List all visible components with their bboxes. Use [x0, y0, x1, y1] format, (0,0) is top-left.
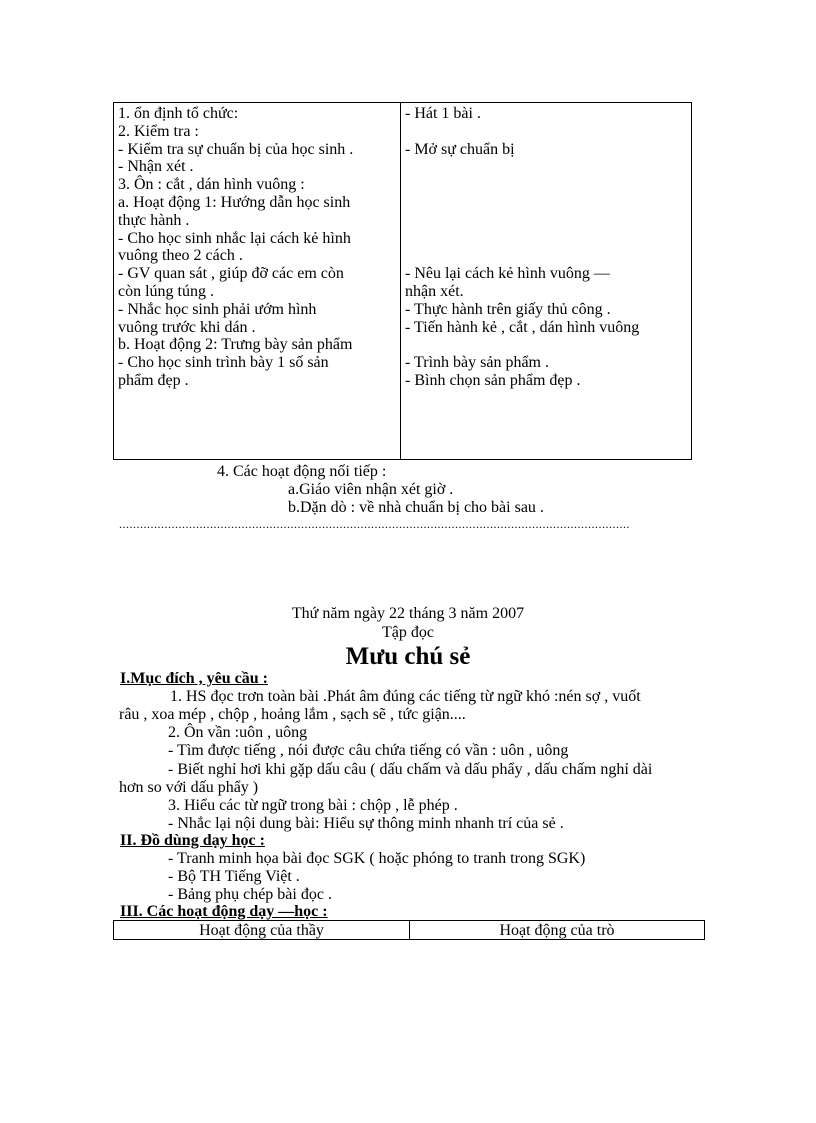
- section-heading-activities: III. Các hoạt động dạy —học :: [120, 903, 328, 920]
- material-line: - Bộ TH Tiếng Việt .: [168, 868, 300, 885]
- material-line: - Tranh minh họa bài đọc SGK ( hoặc phóng to tranh trong SGK): [168, 850, 586, 867]
- section-heading-goals: I.Mục đích , yêu cầu :: [120, 670, 268, 687]
- goal-line: 2. Ôn vần :uôn , uông: [168, 724, 308, 741]
- teacher-line: - Nhận xét .: [118, 158, 194, 176]
- dotted-divider: ..................................................................................................................................................: [119, 517, 630, 531]
- student-line: - Nêu lại cách kẻ hình vuông —: [405, 265, 610, 283]
- teacher-line: 3. Ôn : cắt , dán hình vuông :: [118, 176, 305, 194]
- followup-title: 4. Các hoạt động nối tiếp :: [217, 463, 387, 480]
- activities-header-table: [113, 920, 705, 940]
- teacher-line: - GV quan sát , giúp đỡ các em còn: [118, 265, 344, 283]
- student-line: - Trình bày sản phẩm .: [405, 354, 549, 372]
- teacher-activity-column: [114, 103, 401, 459]
- goal-line: 1. HS đọc trơn toàn bài .Phát âm đúng các tiếng từ ngữ khó :nén sợ , vuốt: [170, 688, 641, 705]
- goal-line: - Biết nghỉ hơi khi gặp dấu câu ( dấu chấm và dấu phẩy , dấu chấm nghỉ dài: [168, 761, 653, 778]
- teacher-line: thực hành .: [118, 211, 190, 229]
- student-line: - Hát 1 bài .: [405, 105, 481, 122]
- goal-line: - Nhắc lại nội dung bài: Hiểu sự thông minh nhanh trí của sẻ .: [168, 815, 564, 832]
- goal-line: râu , xoa mép , chộp , hoảng lắm , sạch sẽ , tức giận....: [119, 706, 466, 723]
- student-line: - Bình chọn sản phẩm đẹp .: [405, 371, 581, 389]
- goal-line: - Tìm được tiếng , nói được câu chứa tiếng có vần : uôn , uông: [168, 742, 569, 759]
- student-line: - Tiến hành kẻ , cắt , dán hình vuông: [405, 318, 640, 336]
- teacher-line: - Kiểm tra sự chuẩn bị của học sinh .: [118, 140, 354, 158]
- teacher-line: 2. Kiểm tra :: [118, 122, 199, 140]
- lesson-subject: Tập đọc: [382, 624, 434, 641]
- teacher-activity-header: Hoạt động của thầy: [114, 921, 410, 939]
- student-line: - Mở sự chuẩn bị: [405, 140, 515, 158]
- section-heading-materials: II. Đồ dùng dạy học :: [120, 832, 265, 849]
- material-line: - Bảng phụ chép bài đọc .: [168, 886, 332, 903]
- teacher-line: - Nhắc học sinh phải ướm hình: [118, 300, 317, 318]
- teacher-line: phẩm đẹp .: [118, 371, 189, 389]
- teacher-line: vuông trước khi dán .: [118, 318, 256, 336]
- student-line: nhận xét.: [405, 282, 464, 300]
- teacher-line: b. Hoạt động 2: Trưng bày sản phẩm: [118, 336, 353, 354]
- activity-table: [113, 102, 692, 460]
- teacher-line: còn lúng túng .: [118, 282, 214, 300]
- teacher-line: a. Hoạt động 1: Hướng dẫn học sinh: [118, 193, 351, 211]
- student-activity-header: Hoạt động của trò: [499, 922, 615, 939]
- student-line: - Thực hành trên giấy thủ công .: [405, 300, 611, 318]
- teacher-line: - Cho học sinh trình bày 1 số sản: [118, 354, 329, 372]
- followup-item-b: b.Dặn dò : về nhà chuẩn bị cho bài sau .: [288, 499, 544, 516]
- goal-line: 3. Hiểu các từ ngữ trong bài : chộp , lễ phép .: [168, 797, 458, 814]
- teacher-line: - Cho học sinh nhắc lại cách kẻ hình: [118, 229, 351, 247]
- lesson-title: Mưu chú sẻ: [345, 643, 471, 670]
- teacher-line: vuông theo 2 cách .: [118, 247, 243, 265]
- lesson-date: Thứ năm ngày 22 tháng 3 năm 2007: [291, 605, 525, 622]
- teacher-line: 1. ổn định tổ chức:: [118, 105, 239, 122]
- goal-line: hơn so với dấu phẩy ): [119, 779, 259, 796]
- student-activity-column: [401, 103, 691, 459]
- followup-item-a: a.Giáo viên nhận xét giờ .: [288, 481, 454, 498]
